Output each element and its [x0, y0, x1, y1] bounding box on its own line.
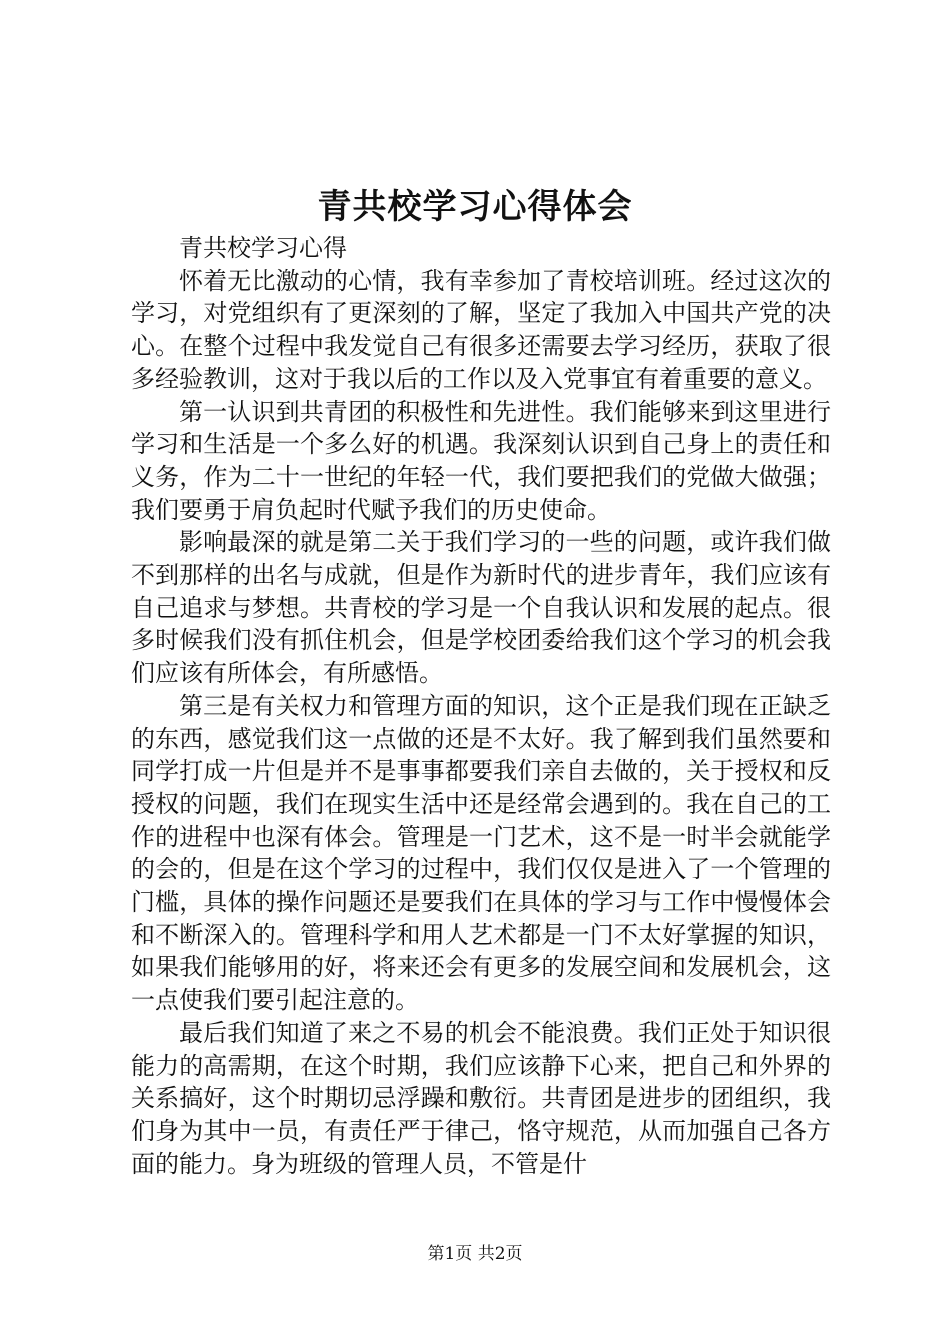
paragraph: 怀着无比激动的心情，我有幸参加了青校培训班。经过这次的学习，对党组织有了更深刻的了解，坚定了我加入中国共产党的决心。在整个过程中我发觉自己有很多还需要去学习经历，获取了很多经验教训，这对于我以后的工作以及入党事宜有着重要的意义。 — [131, 266, 831, 393]
paragraph: 第一认识到共青团的积极性和先进性。我们能够来到这里进行学习和生活是一个多么好的机遇。我深刻认识到自己身上的责任和义务，作为二十一世纪的年轻一代，我们要把我们的党做大做强；我们要勇于肩负起时代赋予我们的历史使命。 — [131, 397, 831, 524]
document-title: 青共校学习心得体会 — [317, 187, 633, 227]
paragraph: 影响最深的就是第二关于我们学习的一些的问题，或许我们做不到那样的出名与成就，但是作为新时代的进步青年，我们应该有自己追求与梦想。共青校的学习是一个自我认识和发展的起点。很多时候我们没有抓住机会，但是学校团委给我们这个学习的机会我们应该有所体会，有所感悟。 — [131, 528, 831, 688]
document-subtitle: 青共校学习心得 — [179, 234, 347, 262]
paragraph: 最后我们知道了来之不易的机会不能浪费。我们正处于知识很能力的高需期，在这个时期，我们应该静下心来，把自己和外界的关系搞好，这个时期切忌浮躁和敷衍。共青团是进步的团组织，我们身为其中一员，有责任严于律己，恪守规范，从而加强自己各方面的能力。身为班级的管理人员，不管是什 — [131, 1018, 831, 1178]
document-body — [131, 232, 831, 1180]
page-number: 第1页 共2页 — [427, 1244, 523, 1264]
paragraph: 第三是有关权力和管理方面的知识，这个正是我们现在正缺乏的东西，感觉我们这一点做的还是不太好。我了解到我们虽然要和同学打成一片但是并不是事事都要我们亲自去做的，关于授权和反授权的问题，我们在现实生活中还是经常会遇到的。我在自己的工作的进程中也深有体会。管理是一门艺术，这不是一时半会就能学的会的，但是在这个学习的过程中，我们仅仅是进入了一个管理的门槛，具体的操作问题还是要我们在具体的学习与工作中慢慢体会和不断深入的。管理科学和用人艺术都是一门不太好掌握的知识，如果我们能够用的好，将来还会有更多的发展空间和发展机会，这一点使我们要引起注意的。 — [131, 691, 831, 1015]
